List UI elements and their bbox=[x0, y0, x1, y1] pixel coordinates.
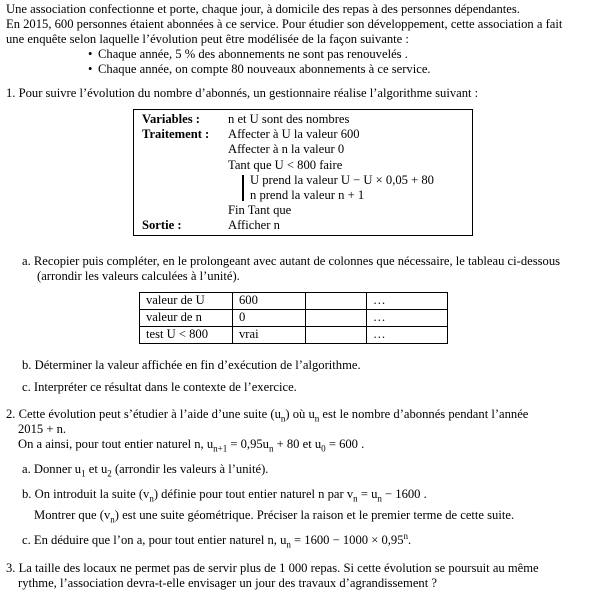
question-1b: b. Déterminer la valeur affichée en fin d’exécution de l’algorithme. bbox=[22, 357, 361, 372]
table-row bbox=[140, 326, 448, 343]
q2-sub: n+1 bbox=[213, 443, 228, 454]
algo-line-1: Affecter à U la valeur 600 bbox=[228, 127, 360, 142]
q2b-text: Montrer que (v bbox=[34, 507, 111, 522]
q2c-sup: n bbox=[403, 530, 409, 541]
question-1a-line-2: (arrondir les valeurs calculées à l’unité). bbox=[37, 268, 240, 283]
q2c-text: c. En déduire que l’on a, pour tout entier naturel n, u bbox=[22, 532, 287, 547]
values-table bbox=[139, 292, 448, 344]
q2-sub: n bbox=[268, 443, 274, 454]
table-cell bbox=[306, 309, 367, 326]
algo-sortie-row bbox=[142, 218, 472, 233]
algo-line-2: Affecter à n la valeur 0 bbox=[228, 142, 345, 157]
question-2c bbox=[22, 530, 594, 550]
q2b-sub: n bbox=[353, 493, 358, 504]
intro-line-2: En 2015, 600 personnes étaient abonnées à ce service. Pour étudier son développement, cette association a fait bbox=[6, 17, 563, 31]
table-cell: … bbox=[367, 292, 448, 309]
question-2-line-3 bbox=[6, 437, 594, 452]
question-2b-line-2 bbox=[22, 508, 594, 523]
table-cell: 0 bbox=[233, 309, 306, 326]
intro-bullet-1: • Chaque année, 5 % des abonnements ne sont pas renouvelés . bbox=[88, 47, 594, 62]
q2-text: ) où u bbox=[285, 406, 315, 421]
question-1a bbox=[22, 254, 594, 284]
question-3-line-1: 3. La taille des locaux ne permet pas de servir plus de 1 000 repas. Si cette évolution se poursuit au même bbox=[6, 560, 539, 575]
q2-text: = 600 . bbox=[325, 436, 365, 451]
algo-line-3: Tant que U < 800 faire bbox=[228, 157, 343, 172]
q2a-sub: 2 bbox=[107, 468, 112, 479]
q2-sub: n bbox=[314, 413, 320, 424]
algo-loop-line-2: n prend la valeur n + 1 bbox=[250, 188, 365, 203]
algo-sortie-value: Afficher n bbox=[228, 218, 280, 233]
q2b-sub: n bbox=[110, 514, 115, 525]
question-3-line-2: rythme, l’association devra-t-elle envisager un jour des travaux d’agrandissement ? bbox=[18, 575, 437, 590]
q2-text: 2. Cette évolution peut s’étudier à l’aide d’une suite (u bbox=[6, 406, 281, 421]
table-row bbox=[140, 292, 448, 309]
algo-traitement-row bbox=[142, 127, 472, 142]
algo-loop-block bbox=[228, 173, 472, 203]
table-row bbox=[140, 309, 448, 326]
algo-variables-row bbox=[142, 112, 472, 127]
question-2-line-1 bbox=[6, 407, 594, 422]
table-cell: … bbox=[367, 326, 448, 343]
q2b-sub: n bbox=[377, 493, 382, 504]
table-cell: test U < 800 bbox=[140, 326, 233, 343]
intro-line-3: une enquête selon laquelle l’évolution peut être modélisée de la façon suivante : bbox=[6, 32, 409, 46]
q2a-text: a. Donner u bbox=[22, 461, 82, 476]
algo-loop-bar bbox=[242, 175, 244, 201]
question-2 bbox=[6, 407, 594, 452]
algo-variables-key: Variables : bbox=[142, 112, 200, 126]
q2c-text: = 1600 − 1000 × 0,95 bbox=[290, 532, 404, 547]
q2c-text: . bbox=[408, 532, 412, 547]
q2-text: On a ainsi, pour tout entier naturel n, u bbox=[18, 436, 214, 451]
q2b-text: ) est une suite géométrique. Préciser la raison et le premier terme de cette suite. bbox=[114, 507, 515, 522]
q2b-sub: n bbox=[149, 493, 154, 504]
q2a-sub: 1 bbox=[81, 468, 86, 479]
q2-sub: 0 bbox=[321, 443, 326, 454]
q2c-sub: n bbox=[286, 539, 291, 550]
q2-text: = 0,95u bbox=[227, 436, 269, 451]
algo-row-3 bbox=[142, 158, 472, 173]
question-2b bbox=[22, 487, 594, 523]
q2a-text: et u bbox=[85, 461, 108, 476]
q2b-text: = u bbox=[357, 486, 378, 501]
q2a-text: (arrondir les valeurs à l’unité). bbox=[111, 461, 269, 476]
table-cell: … bbox=[367, 309, 448, 326]
algo-line-4: Fin Tant que bbox=[228, 203, 292, 218]
table-cell: valeur de n bbox=[140, 309, 233, 326]
question-1: 1. Pour suivre l’évolution du nombre d’abonnés, un gestionnaire réalise l’algorithme suivant : bbox=[6, 86, 479, 100]
table-cell: vrai bbox=[233, 326, 306, 343]
q2b-text: ) définie pour tout entier naturel n par v bbox=[153, 486, 354, 501]
exercise-document bbox=[6, 2, 594, 591]
algo-empty-key bbox=[142, 203, 228, 218]
q2-sub: n bbox=[280, 413, 286, 424]
intro-bullet-2: • Chaque année, on compte 80 nouveaux abonnements à ce service. bbox=[88, 62, 594, 77]
algo-loop-lines bbox=[250, 173, 434, 203]
intro-paragraph bbox=[6, 2, 594, 77]
table-cell: valeur de U bbox=[140, 292, 233, 309]
table-cell: 600 bbox=[233, 292, 306, 309]
intro-line-1: Une association confectionne et porte, chaque jour, à domicile des repas à des personnes dépendantes. bbox=[6, 2, 520, 16]
question-2a bbox=[22, 462, 594, 477]
q2b-text: − 1600 . bbox=[381, 486, 427, 501]
algo-row-2 bbox=[142, 142, 472, 157]
algo-traitement-key: Traitement : bbox=[142, 127, 210, 142]
question-2b-line-1 bbox=[22, 487, 594, 502]
question-1a-line-1: a. Recopier puis compléter, en le prolongeant avec autant de colonnes que nécessaire, le tableau ci-dessous bbox=[22, 253, 561, 268]
question-1c: c. Interpréter ce résultat dans le contexte de l’exercice. bbox=[22, 379, 297, 394]
question-3 bbox=[6, 561, 594, 591]
q2-text: + 80 et u bbox=[273, 436, 322, 451]
algo-loop-line-1: U prend la valeur U − U × 0,05 + 80 bbox=[250, 172, 434, 187]
algo-sortie-key: Sortie : bbox=[142, 218, 182, 233]
algo-empty-key bbox=[142, 158, 228, 173]
table-cell bbox=[306, 292, 367, 309]
intro-bullet-list bbox=[88, 47, 594, 77]
q2-text: est le nombre d’abonnés pendant l’année bbox=[319, 406, 529, 421]
algo-empty-key bbox=[142, 142, 228, 157]
q2b-text: b. On introduit la suite (v bbox=[22, 486, 150, 501]
question-2-line-2: 2015 + n. bbox=[18, 421, 67, 436]
algo-row-4 bbox=[142, 203, 472, 218]
table-cell bbox=[306, 326, 367, 343]
algorithm-box bbox=[133, 109, 473, 236]
algo-variables-value: n et U sont des nombres bbox=[228, 112, 350, 126]
